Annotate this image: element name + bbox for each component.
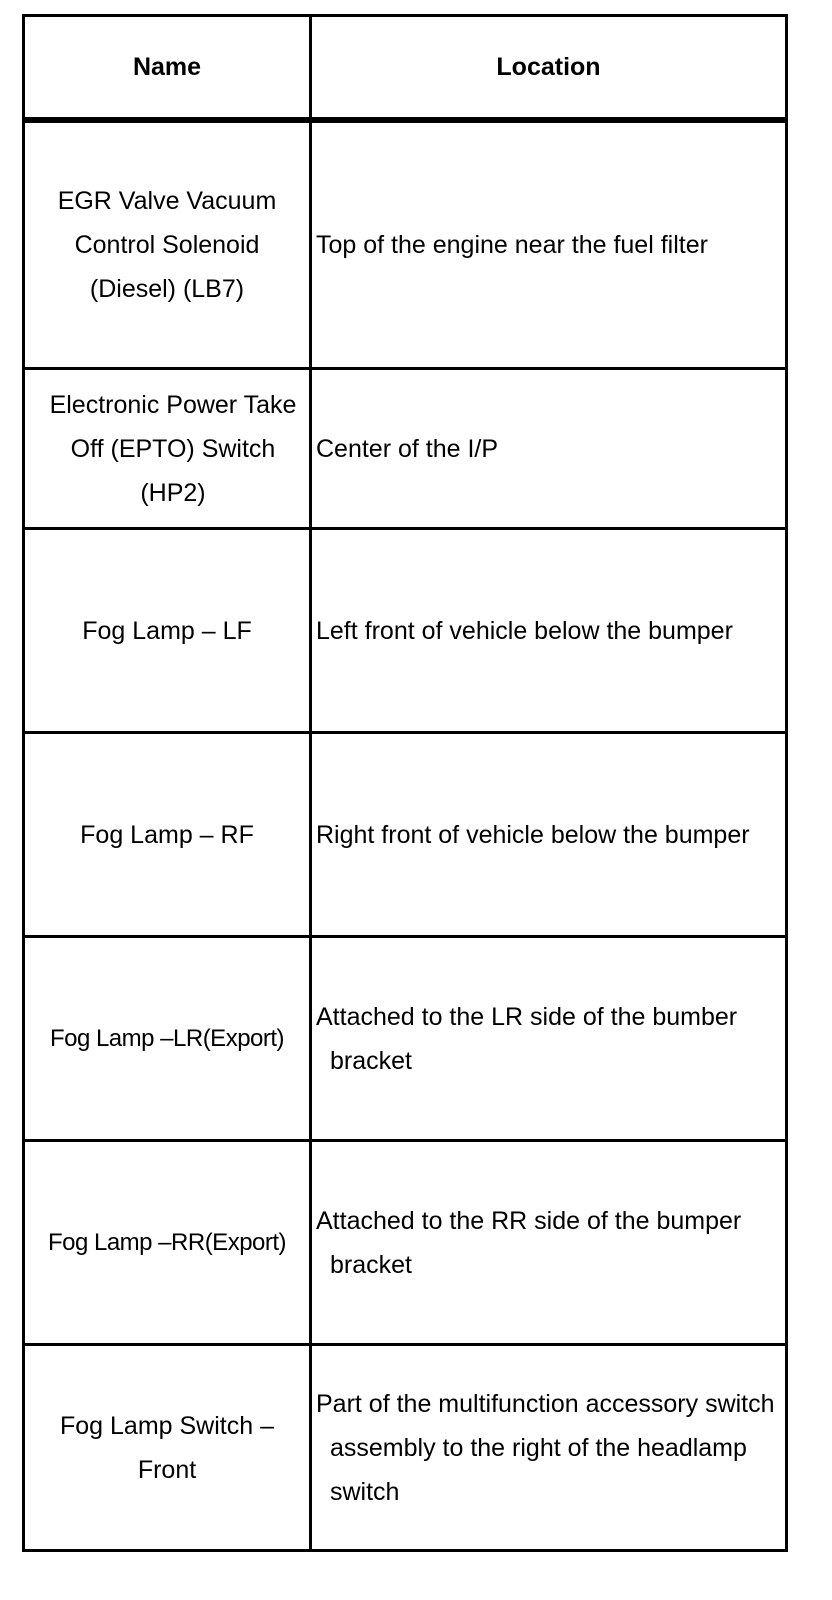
header-row (24, 16, 787, 121)
name-cell (24, 529, 311, 733)
name-text: Electronic Power Take Off (EPTO) Switch (HP2) (49, 390, 297, 507)
name-cell (24, 1141, 311, 1345)
location-text: Part of the multifunction accessory switch assembly to the right of the headlamp switch (316, 1389, 775, 1506)
location-text: Right front of vehicle below the bumper (316, 820, 750, 849)
location-cell (311, 1345, 787, 1551)
name-cell (24, 1345, 311, 1551)
location-text: Center of the I/P (316, 434, 499, 463)
name-text: Fog Lamp – LF (82, 616, 252, 645)
table-row (24, 1141, 787, 1345)
location-cell (311, 369, 787, 529)
name-text: Fog Lamp Switch – Front (60, 1411, 274, 1484)
name-cell (24, 369, 311, 529)
location-text: Left front of vehicle below the bumper (316, 616, 733, 645)
location-cell (311, 120, 787, 369)
location-text: Attached to the LR side of the bumber bracket (316, 1002, 738, 1075)
name-cell (24, 120, 311, 369)
header-name: Name (24, 16, 311, 121)
location-cell (311, 529, 787, 733)
table-row (24, 369, 787, 529)
table-row (24, 120, 787, 369)
table-row (24, 937, 787, 1141)
component-location-table (22, 14, 788, 1552)
table-row (24, 733, 787, 937)
location-cell (311, 1141, 787, 1345)
name-text: Fog Lamp –RR(Export) (47, 1228, 287, 1256)
table-row (24, 529, 787, 733)
name-text: Fog Lamp – RF (80, 820, 254, 849)
name-text: Fog Lamp –LR(Export) (49, 1024, 285, 1052)
location-text: Top of the engine near the fuel filter (316, 231, 708, 259)
name-cell (24, 733, 311, 937)
location-text: Attached to the RR side of the bumper bracket (316, 1206, 742, 1279)
location-cell (311, 937, 787, 1141)
name-cell (24, 937, 311, 1141)
header-location: Location (311, 16, 787, 121)
location-cell (311, 733, 787, 937)
name-text: EGR Valve Vacuum Control Solenoid (Diesel) (LB7) (57, 187, 277, 303)
table-row (24, 1345, 787, 1551)
